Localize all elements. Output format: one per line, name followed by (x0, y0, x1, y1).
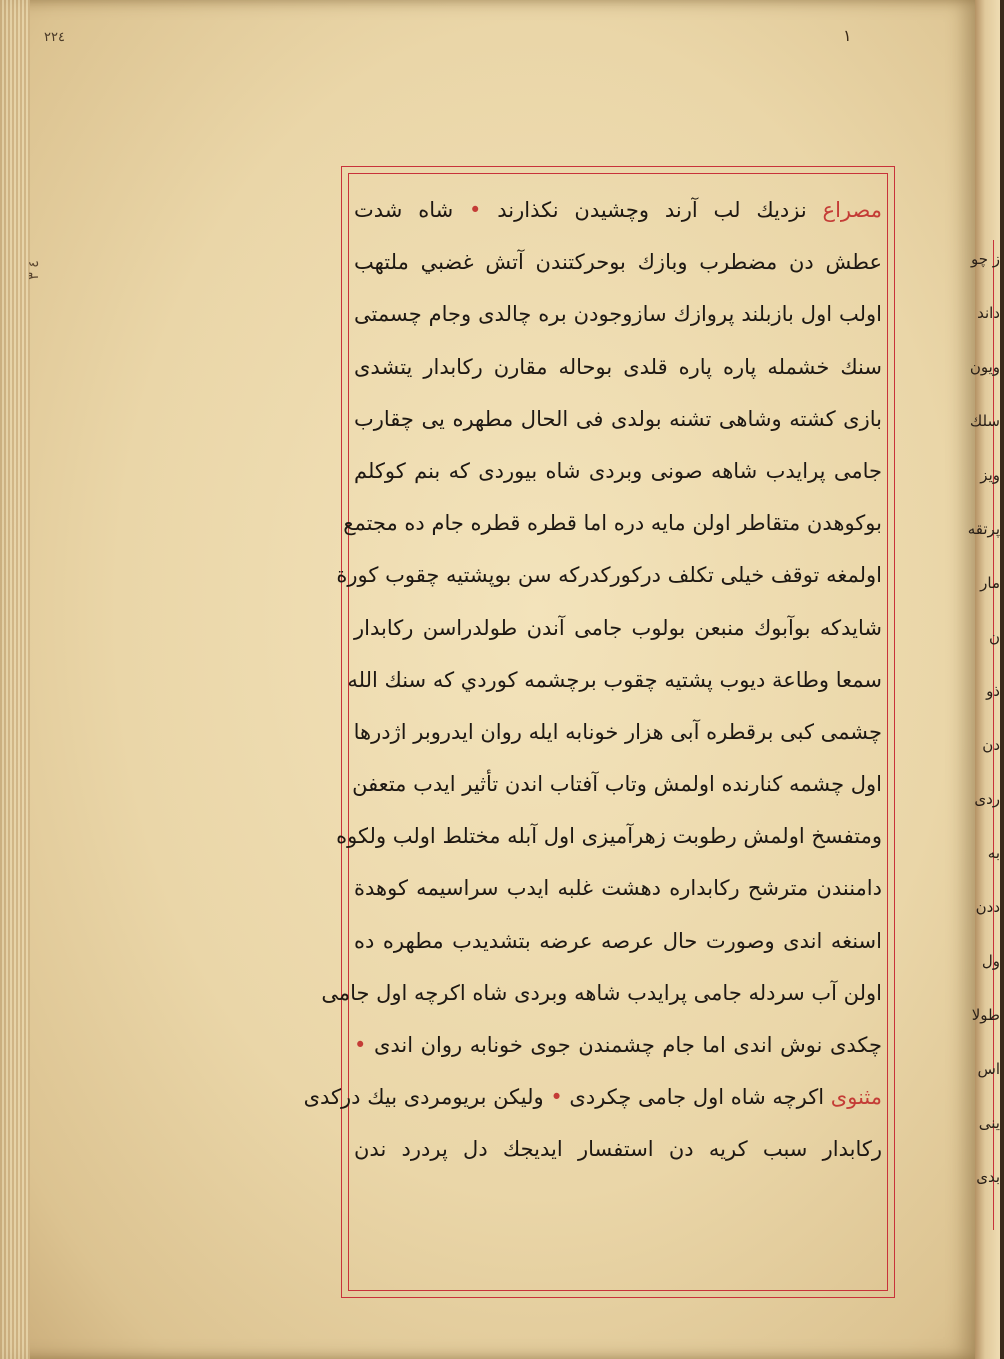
line-text: سنك خشمله پاره پاره قلدی بوحاله مقارن ركابدار یتشدی (354, 354, 882, 379)
line-text: بازی كشته وشاهی تشنه بولدی فی الحال مطهره یی چقارب (354, 406, 882, 431)
next-page-fragment: سلك (969, 412, 1000, 430)
text-line (343, 497, 882, 549)
next-page-fragment: اس (977, 1060, 1000, 1078)
line-text: جامی پرایدب شاهه صونی وبردی شاه بیوردی كه بنم كوكلم (354, 458, 882, 483)
text-line (354, 184, 882, 236)
text-line (354, 288, 882, 340)
next-page-frame (993, 240, 1004, 1230)
line-text: اولمغه توقف خیلی تكلف درکوركدركه سن بوپشتیه چقوب كورة (336, 563, 882, 588)
text-line (354, 915, 882, 967)
line-text: ركابدار سبب كریه دن استفسار ایدیجك دل پردرد ندن (354, 1137, 882, 1162)
line-text: چكدی نوش اندی اما جام چشمندن جوی خونابه روان اندی (373, 1033, 882, 1057)
text-line (354, 341, 882, 393)
text-line (336, 549, 882, 601)
line-text: سمعا وطاعة دیوب پشتیه چقوب برچشمه كوردي كه سنك الله (347, 667, 882, 692)
next-page-fragment: طولا (971, 1006, 1000, 1024)
line-text: اول چشمه كنارنده اولمش وتاب آفتاب اندن تأثیر ایدب متعفن (352, 772, 882, 797)
next-page-fragment: ینی (978, 1114, 1000, 1132)
next-page-fragment: داند (977, 304, 1000, 322)
next-page-fragment: دن (982, 736, 1000, 754)
text-line (354, 602, 882, 654)
line-text: شایدكه بوآبوك منبعن بولوب جامی آندن طولدراسن ركابدار (354, 615, 882, 640)
next-page-fragment: بدی (976, 1168, 1000, 1186)
next-page-fragment: ردی (974, 790, 1000, 808)
text-line (303, 1071, 882, 1123)
text-line (354, 445, 882, 497)
text-line (354, 1019, 882, 1071)
corner-mark: ١ (843, 26, 852, 45)
line-text: دامنندن مترشح ركابداره دهشت غلبه ایدب سراسیمه كوهدة (354, 876, 882, 901)
folio-number: ٢٢٤ (44, 30, 65, 45)
text-line (354, 758, 882, 810)
punctuation-dot: • (469, 198, 482, 222)
text-line (321, 967, 882, 1019)
text-line (336, 810, 882, 862)
punctuation-dot: • (354, 1033, 367, 1057)
next-page-fragment: پرتقه (967, 520, 1000, 538)
line-text: بوكوهدن متقاطر اولن مایه دره اما قطره قطره جام ده مجتمع (343, 511, 882, 536)
text-line (354, 862, 882, 914)
line-text: نزدیك لب آرند وچشیدن نكذارند (497, 198, 807, 222)
page-edge (0, 0, 30, 1359)
next-page-fragment: ذو (986, 682, 1000, 700)
next-page-fragment: مار (980, 574, 1000, 592)
punctuation-dot: • (550, 1085, 563, 1110)
next-page-fragment: ویز (980, 466, 1000, 484)
line-text: ومتفسخ اولمش رطوبت زهرآمیزی اول آبله مختلط اولب ولكوه (336, 824, 882, 849)
line-text: عطش دن مضطرب وبازك بوحركتندن آتش غضبي ملتهب (354, 250, 882, 275)
line-text: اولب اول بازبلند پروازك سازوجودن بره چالدی وجام چسمتی (354, 302, 882, 327)
text-line (354, 393, 882, 445)
next-page-fragment: ددن (975, 898, 1000, 916)
next-page-fragment: ویون (969, 358, 1000, 376)
line-text: اولن آب سردله جامی پرایدب شاهه وبردی شاه اكرچه اول جامی (321, 980, 882, 1005)
text-line (354, 1123, 882, 1175)
next-page-fragment: ن (988, 628, 1000, 646)
line-text: اكرچه شاه اول جامی چكردی (569, 1085, 825, 1110)
next-page-fragment: ز چو (970, 250, 1000, 268)
next-page-fragment: به (987, 844, 1000, 862)
rubric-word: مصراع (822, 198, 882, 222)
line-tail: ولیكن بریومردی بیك دركدی (303, 1085, 544, 1110)
line-text: چشمی كبی برقطره آبی هزار خونابه ایله روان ایدروبر اژدرها (353, 719, 882, 744)
rubric-word: مثنوی (830, 1085, 882, 1110)
text-block (303, 184, 882, 1284)
text-line (347, 654, 882, 706)
margin-note: ٤ ٣ (25, 260, 42, 280)
text-line (354, 236, 882, 288)
next-page-fragment: ول (981, 952, 1000, 970)
line-tail: شاه شدت (354, 198, 454, 222)
line-text: اسنغه اندی وصورت حال عرصه عرضه بتشدیدب مطهره ده (354, 928, 882, 953)
text-line (354, 706, 882, 758)
